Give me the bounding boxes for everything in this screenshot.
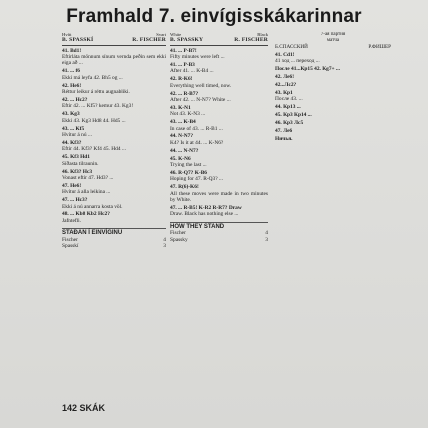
player-white: B. SPASSKY: [170, 37, 204, 44]
move-comment: Ekki má leyfa 42. Bh5 og ...: [62, 74, 123, 81]
move-line: 47. Лe6: [275, 128, 293, 135]
move-line: 47. He6!: [62, 182, 82, 189]
move-comment: Everything well timed, now.: [170, 82, 232, 89]
move-comment: After 41. ... K-B4 ...: [170, 68, 214, 75]
move-line: 46. Kf3? Hc3: [62, 168, 93, 175]
move-line: 41. ... P-B7!: [170, 47, 197, 54]
column-russian: [275, 32, 391, 412]
move-line: 43. Кр1: [275, 90, 293, 97]
standing-score: 3: [265, 236, 268, 243]
move-line: 42. He6!: [62, 82, 82, 89]
move-comment: After 42. ... N-N7? White ...: [170, 96, 231, 103]
move-comment: 41 ход ... переход ...: [275, 58, 320, 65]
standing-name: Fischer: [62, 236, 78, 243]
players-names: [275, 44, 391, 50]
standing-row: [62, 243, 166, 249]
move-line: 41. Сd1!: [275, 52, 295, 58]
move-line: 43. ... K-B4: [170, 119, 196, 126]
move-comment: Hvítur á alla leikina ...: [62, 189, 111, 196]
role-black: Svart: [156, 32, 166, 37]
move-line: 42. R-K6!: [170, 76, 193, 83]
move-comment: Ekki á nú annarra kosta völ.: [62, 203, 123, 210]
move-line: 45. Кр3 Кр14 ...: [275, 112, 312, 119]
player-black: R. FISCHER: [132, 37, 166, 44]
move-line: 47. ... Hc3?: [62, 197, 88, 204]
standing-score: 4: [265, 230, 268, 237]
players-names: [62, 37, 166, 45]
move-line: 44. N-N7?: [170, 133, 194, 140]
player-white: B. SPASSKÍ: [62, 37, 94, 44]
move-comment: Síðasta tilraunin.: [62, 160, 99, 167]
standing-row: [170, 237, 268, 243]
move-comment: Hvítur á nú ...: [62, 131, 92, 138]
move-line: 44. Kf3?: [62, 139, 82, 146]
move-line: 41. Bd1!: [62, 47, 82, 54]
column-icelandic: [62, 32, 166, 412]
move-line: 43. ... Kf5: [62, 125, 85, 132]
move-line: 41. ... f6: [62, 68, 80, 75]
move-comment: Vonast eftir 47. Hd3? ...: [62, 174, 114, 181]
move-comment: Eftir 42. ... Kf5? kemur 43. Kg3!: [62, 103, 134, 110]
move-comment: K4? Is it at 44. ... K-N6?: [170, 139, 224, 146]
move-comment: Hoping for 47. R-Q3? ...: [170, 176, 224, 183]
move-comment: Trying the last ...: [170, 162, 207, 169]
move-comment: In case of 43. ... R-B1 ...: [170, 125, 223, 132]
move-line: 45. K-N6: [170, 155, 191, 162]
role-white: White: [170, 32, 182, 37]
move-comment: All these moves were made in two minutes by White.: [170, 190, 268, 204]
standing-name: Fischer: [170, 230, 186, 237]
player-black: R. FISCHER: [234, 37, 268, 44]
players-names: [170, 37, 268, 45]
move-line: 41. ... P-B3: [170, 61, 195, 68]
move-line: 43. Kg3: [62, 111, 80, 118]
role-white: Hvítt: [62, 32, 72, 37]
role-black: Black: [257, 32, 268, 37]
move-comment: Fifty minutes were left ...: [170, 54, 225, 61]
move-line: 43. K-N1: [170, 104, 191, 111]
player-white: Б.СПАССКИЙ: [275, 43, 308, 50]
move-line: 42. ... Hc2?: [62, 96, 88, 103]
standing-score: 4: [163, 236, 166, 243]
move-comment: Eftir 44. Kf3? Kf4 45. Hd4 ...: [62, 146, 126, 153]
standing-name: Spasskí: [62, 243, 79, 250]
move-line: 47. R(6)-K6!: [170, 184, 199, 191]
player-black: Р.ФИШЕР: [368, 43, 391, 50]
move-line: 42. ... R-B7?: [170, 90, 199, 97]
move-comment: Eftirláta mönnum sínum vernda peðin sem ekki eiga að ...: [62, 54, 166, 67]
page-title: Framhald 7. einvígisskákarinnar: [66, 6, 362, 27]
move-line: 48. ... Kb8 Kb2 Hc2?: [62, 211, 110, 218]
game-heading: матча: [326, 37, 340, 43]
move-comment: Jafntefli.: [62, 217, 82, 224]
standings-title: HOW THEY STAND: [170, 222, 268, 230]
move-line: 46. Кр3 Лc5: [275, 120, 304, 127]
move-comment: После 43. ...: [275, 96, 303, 103]
move-line: 46. R-Q7? K-B6: [170, 170, 207, 177]
game-heading: 7-ая партия: [320, 32, 346, 37]
move-line: 42. Лe6!: [275, 74, 294, 81]
move-comment: Draw. Black has nothing else ...: [170, 211, 239, 218]
move-line: 45. Kf3 Hd1: [62, 154, 91, 161]
standing-score: 3: [163, 243, 166, 250]
standing-name: Spassky: [170, 236, 188, 243]
move-line: Ничья.: [275, 135, 293, 142]
column-english: [170, 32, 268, 412]
move-comment: Réttur leikur á réttu augnabliki.: [62, 89, 130, 96]
move-line: 47. ... R-B5! K-R2 R-R7? Draw: [170, 205, 242, 212]
move-line: 42...Лc2?: [275, 82, 297, 89]
standings-title: STAÐAN Í EINVÍGINU: [62, 228, 166, 236]
move-line: 44. Кр13 ...: [275, 104, 301, 111]
move-line: 44. ... N-N7?: [170, 147, 199, 154]
page-folio: 142 SKÁK: [62, 403, 106, 413]
move-line: После 41...Кр15 42. Кg7+ ...: [275, 66, 340, 73]
move-comment: Ekki 43. Kg3 Hd8 44. Hd5 ...: [62, 117, 126, 124]
move-comment: Not 43. K-N3 ...: [170, 111, 206, 118]
